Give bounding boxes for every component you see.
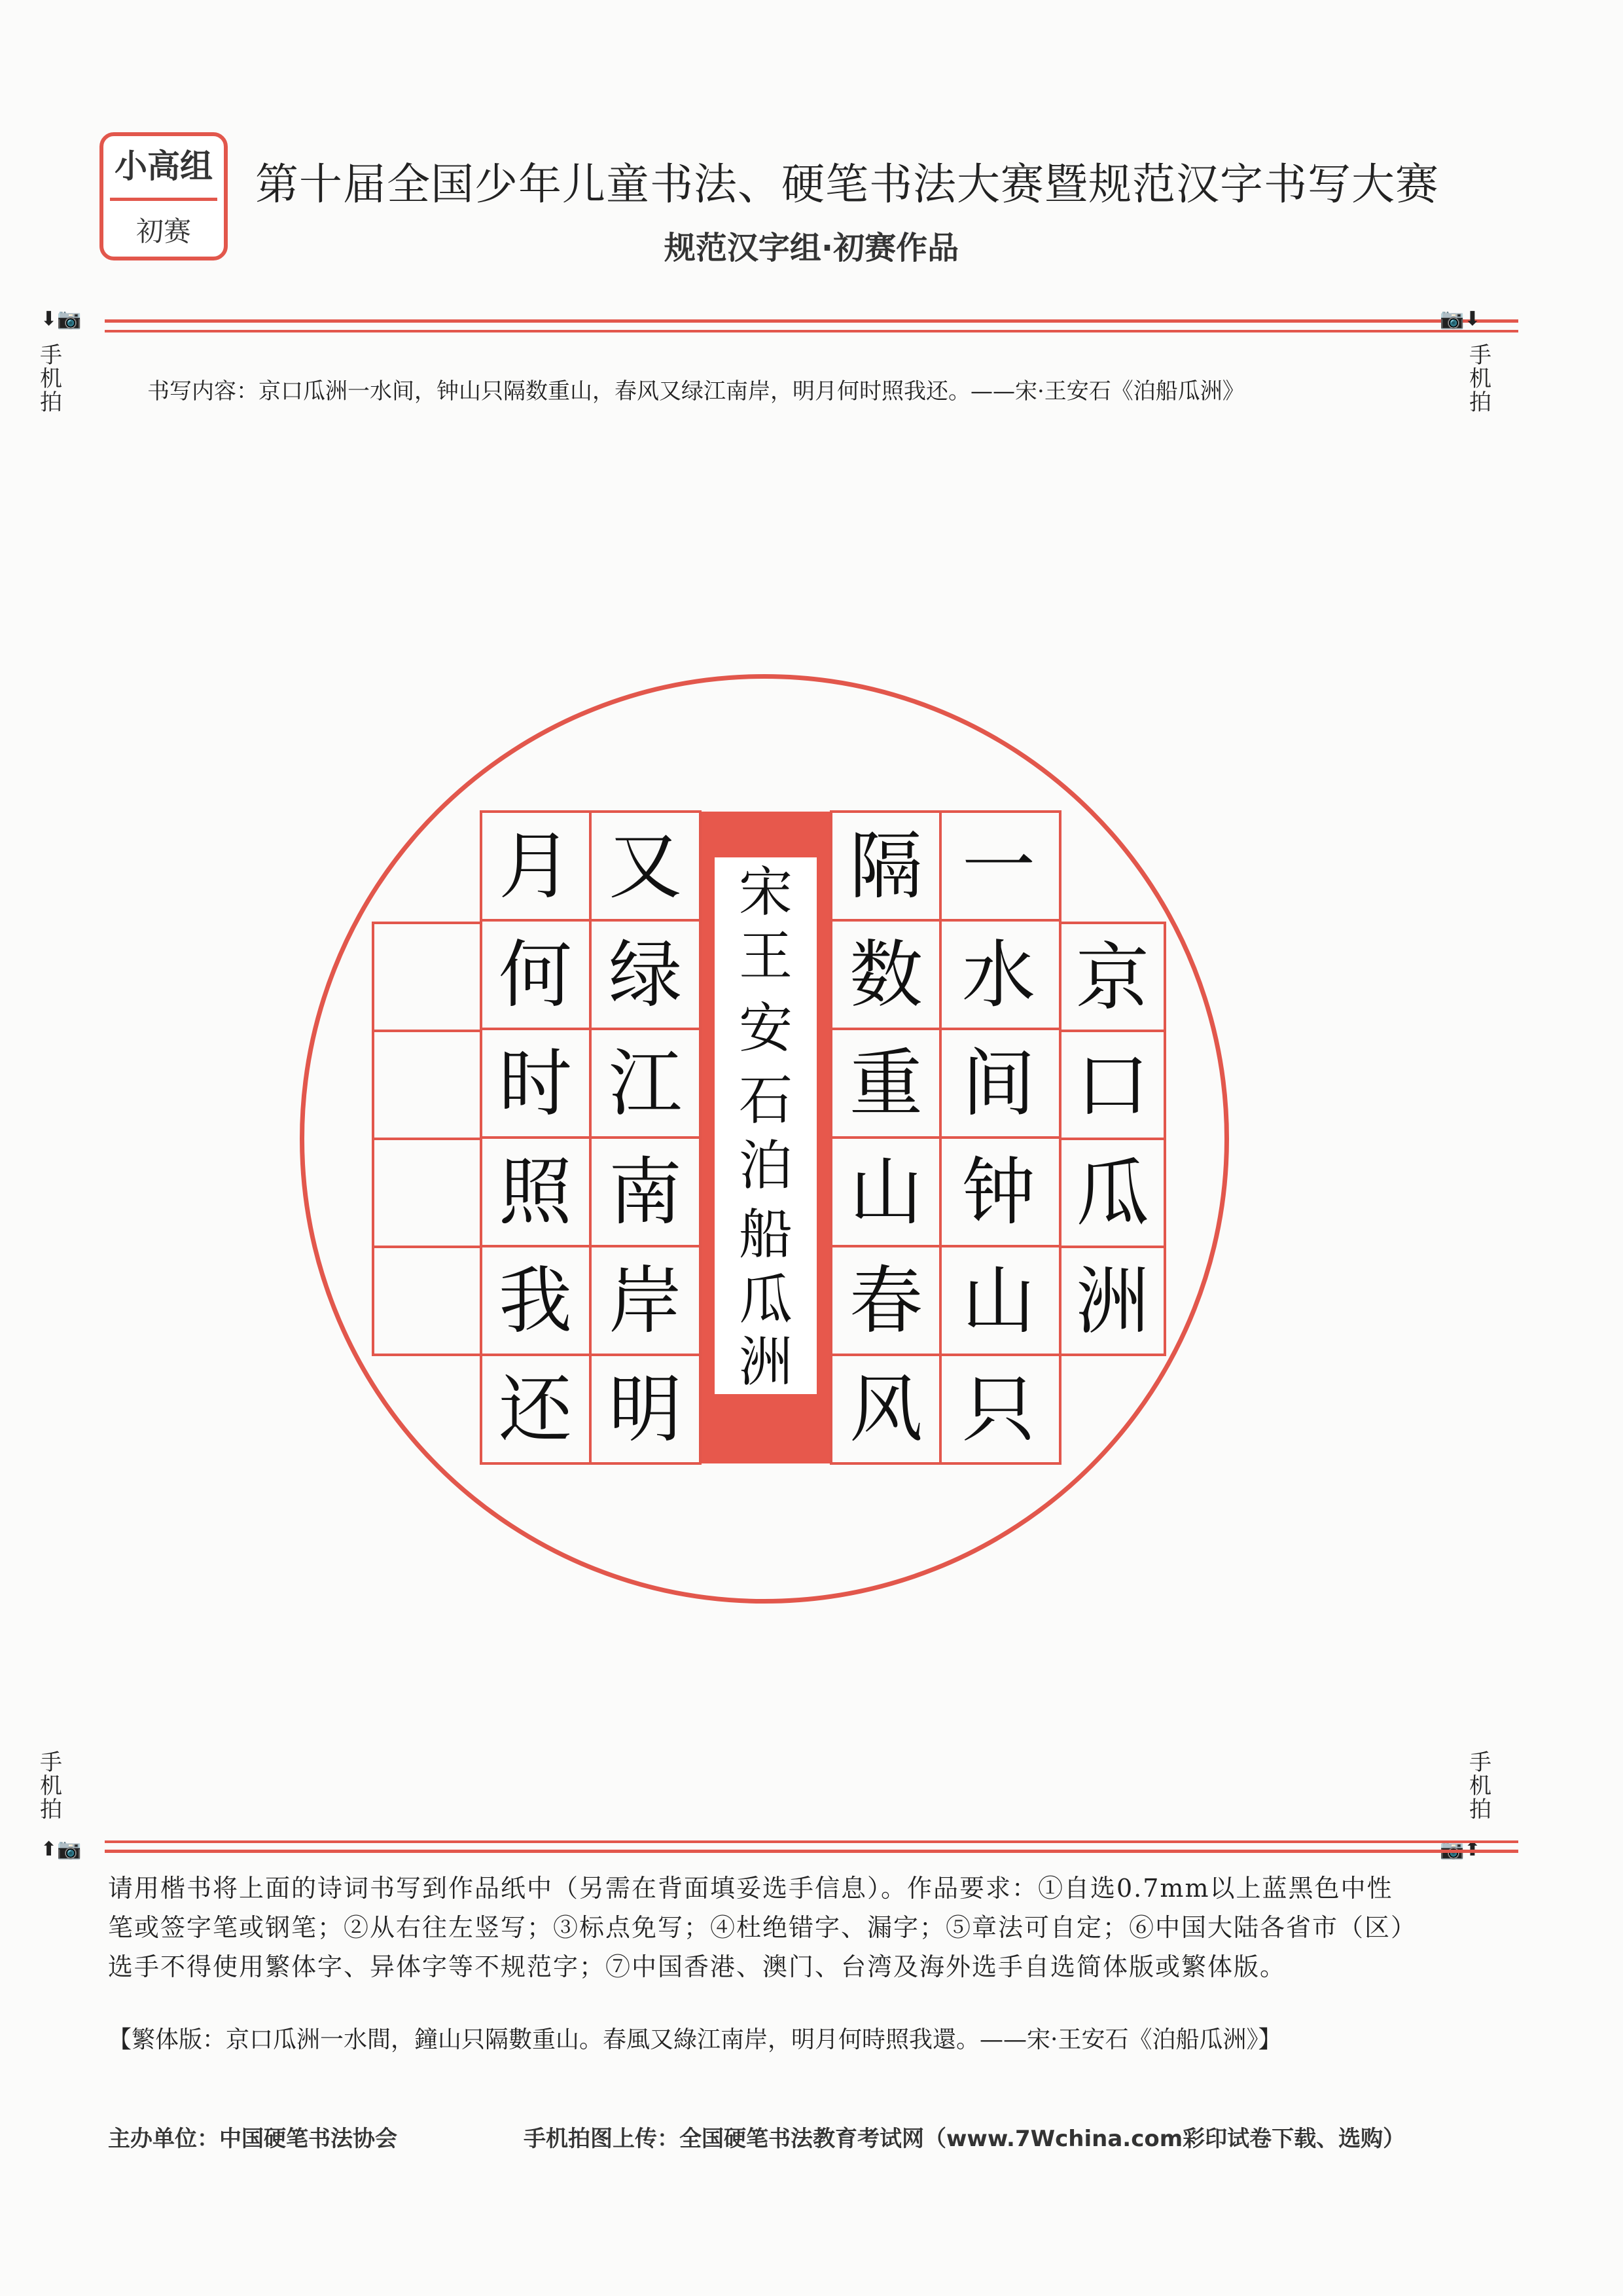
page-subtitle: 规范汉字组·初赛作品 xyxy=(664,230,959,266)
artwork-char: 水 xyxy=(962,933,1035,1018)
artwork-char: 明 xyxy=(609,1367,682,1452)
signature-char: 泊 xyxy=(738,1135,793,1197)
signature-char: 王 xyxy=(738,925,793,988)
camera-icon-bottom-left: ⬆📷 xyxy=(41,1838,82,1861)
artwork-char: 照 xyxy=(499,1150,572,1235)
page-title: 第十届全国少年儿童书法、硬笔书法大赛暨规范汉字书写大赛 xyxy=(255,159,1439,209)
artwork-char: 瓜 xyxy=(1076,1151,1149,1236)
signature-char: 石 xyxy=(738,1069,793,1132)
artwork-char: 江 xyxy=(609,1041,682,1126)
phone-shot-label-top-right: 手机拍 xyxy=(1469,342,1491,416)
artwork-char: 口 xyxy=(1076,1043,1149,1128)
signature-char: 船 xyxy=(738,1204,793,1266)
artwork-char: 山 xyxy=(962,1259,1035,1344)
artwork-char: 何 xyxy=(499,933,572,1018)
artwork-char: 京 xyxy=(1076,935,1149,1020)
artwork-char: 月 xyxy=(499,824,572,909)
traditional-version: 【繁体版：京口瓜洲一水間，鐘山只隔數重山。春風又綠江南岸，明月何時照我還。——宋·王安石《泊船瓜洲》】 xyxy=(108,2026,1282,2053)
phone-shot-label-bottom-right: 手机拍 xyxy=(1469,1749,1491,1823)
artwork-char: 春 xyxy=(849,1259,923,1344)
artwork-char: 间 xyxy=(962,1041,1035,1126)
artwork-char: 岸 xyxy=(609,1259,682,1344)
signature-char: 瓜 xyxy=(738,1269,793,1331)
artwork-char: 绿 xyxy=(609,933,682,1018)
artwork-char: 洲 xyxy=(1076,1259,1149,1344)
artwork-char: 山 xyxy=(849,1150,923,1235)
artwork-char: 还 xyxy=(499,1367,572,1452)
artwork-char: 我 xyxy=(499,1259,572,1344)
camera-icon-top-left: ⬇📷 xyxy=(41,308,82,331)
artwork-char: 时 xyxy=(499,1041,572,1126)
artwork-char: 隔 xyxy=(849,824,923,909)
badge-top-label: 小高组 xyxy=(115,147,213,185)
signature-char: 安 xyxy=(738,997,793,1060)
artwork-char: 钟 xyxy=(962,1150,1035,1235)
bottom-rule-secondary xyxy=(105,1840,1518,1843)
artwork-char: 一 xyxy=(962,824,1035,909)
signature-char: 洲 xyxy=(738,1331,793,1393)
upload-info: 手机拍图上传：全国硬笔书法教育考试网（www.7Wchina.com彩印试卷下载、选购） xyxy=(524,2126,1406,2152)
writing-content: 书写内容：京口瓜洲一水间，钟山只隔数重山，春风又绿江南岸，明月何时照我还。——宋·王安石《泊船瓜洲》 xyxy=(147,378,1245,404)
organizer: 主办单位：中国硬笔书法协会 xyxy=(108,2126,397,2152)
camera-icon-top-right: 📷⬇ xyxy=(1440,308,1481,331)
artwork-char: 风 xyxy=(849,1367,923,1452)
phone-shot-label-top-left: 手机拍 xyxy=(40,342,62,416)
badge-bottom-label: 初赛 xyxy=(135,215,191,247)
artwork-char: 重 xyxy=(849,1041,923,1126)
artwork-char: 只 xyxy=(962,1367,1035,1452)
instructions: 请用楷书将上面的诗词书写到作品纸中（另需在背面填妥选手信息）。作品要求：①自选0.7mm以上蓝黑色中性笔或签字笔或钢笔；②从右往左竖写；③标点免写；④杜绝错字、漏字；⑤章法可自定；⑥中国大陆各省市（区）选手不得使用繁体字、异体字等不规范字；⑦中国香港、澳门、台湾及海外选手自选简体版或繁体版。 xyxy=(108,1874,1418,1981)
artwork-char: 南 xyxy=(609,1150,682,1235)
artwork-char: 又 xyxy=(609,824,682,909)
phone-shot-label-bottom-left: 手机拍 xyxy=(40,1749,62,1823)
bottom-rule xyxy=(105,1850,1518,1853)
signature-char: 宋 xyxy=(738,861,793,924)
artwork-char: 数 xyxy=(849,933,923,1018)
